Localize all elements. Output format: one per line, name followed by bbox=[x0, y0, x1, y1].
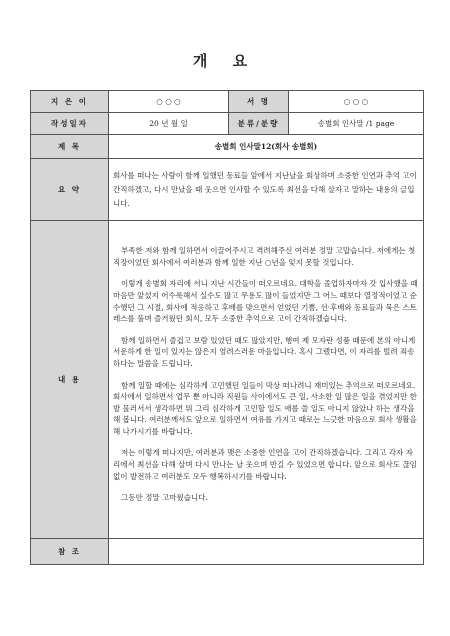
reference-value bbox=[109, 539, 424, 565]
content-label: 내 용 bbox=[31, 221, 109, 539]
subject-row bbox=[31, 135, 424, 159]
author-value: ○ ○ ○ bbox=[109, 91, 229, 113]
summary-label: 요 약 bbox=[31, 159, 109, 221]
content-paragraph: 저는 이렇게 떠나지만, 여러분과 맺은 소중한 인연을 고이 간직하겠습니다. 그리고 각자 자리에서 최선을 다해 살며 다시 만나는 날 웃으며 반길 수 있었으면 합니다. 앞으로 회사도 끊임없이 발전하고 여러분도 모두 행복하시기를 바랍니다. bbox=[113, 448, 417, 481]
author-row bbox=[31, 91, 424, 113]
content-paragraph: 함께 일하면서 즐겁고 보람 있었던 때도 많았지만, 행여 제 모자란 성품 때문에 본의 아니게 서운하게 한 일이 있지는 않은지 염려스러운 마음입니다. 혹시 그랬다면, 이 자리를 빌려 죄송하다는 말씀을 드립니다. bbox=[113, 335, 416, 368]
type-label: 서 명 bbox=[229, 91, 289, 113]
summary-form-table bbox=[30, 90, 424, 565]
date-row bbox=[31, 113, 424, 135]
content-paragraph: 함께 일할 때에는 심각하게 고민했던 일들이 막상 떠나려니 재미있는 추억으로 떠오르네요. 회사에서 일하면서 업무 뿐 아니라 직원들 사이에서도 큰 일, 사소한 일 많은 일을 겪었지만 한 발 물러서서 생각하면 뭐 그리 심각하게 고민할 일도 애를 쓸 일도 아니지 않았나 하는 생각을 해 봅니다. 여러분께서도 앞으로 일하면서 여유를 가지고 때로는 느긋한 마음으로 회사 생활을 해 나가시기를 바랍니다. bbox=[113, 380, 417, 436]
subject-label: 제 목 bbox=[31, 135, 109, 159]
content-body bbox=[109, 221, 424, 539]
content-paragraph: 이렇게 송별회 자리에 서니 지난 시간들이 떠오르네요. 대학을 졸업하자마자 갓 입사했을 때 마음만 앞섰지 어수룩해서 실수도 많고 무용도 많이 들었지만 그 어느 때보다 열정적이었고 순수했던 그 시절, 회사에 적응하고 후배를 맞으면서 얻었던 기쁨, 선·후배와 동료들과 묵은 스트레스를 풀며 즐거웠던 회식, 모두 소중한 추억으로 고이 간직하겠습니다. bbox=[113, 279, 418, 324]
subject-value: 송별회 인사말12(회사 송별회) bbox=[109, 135, 424, 159]
category-label: 분류/분량 bbox=[229, 113, 289, 135]
summary-text: 회사를 떠나는 사람이 함께 일했던 동료들 앞에서 지난날을 회상하며 소중한 인연과 추억 고이 간직하겠고, 다시 만났을 때 웃으면 인사할 수 있도록 최선을 다해 살자고 말하는 내용의 글입니다. bbox=[109, 159, 424, 221]
content-closing: 그동안 정말 고마웠습니다. bbox=[121, 493, 208, 503]
content-paragraph: 부족한 저와 함께 일하면서 이끌어주시고 격려해주신 여러분 정말 고맙습니다. 저에게는 첫 직장이었던 회사에서 여러분과 함께 일한 지난 ○년을 잊지 못할 것입니다. bbox=[113, 246, 416, 267]
date-label: 작성일자 bbox=[31, 113, 109, 135]
page-title: 개 요 bbox=[192, 52, 258, 70]
reference-label: 참 조 bbox=[31, 539, 109, 565]
author-label: 지 은 이 bbox=[31, 91, 109, 113]
type-value: ○ ○ ○ bbox=[289, 91, 424, 113]
category-value: 송별회 인사말 /1 page bbox=[289, 113, 424, 135]
reference-row bbox=[31, 539, 424, 565]
content-row bbox=[31, 221, 424, 539]
summary-row bbox=[31, 159, 424, 221]
date-value: 20 년 월 일 bbox=[109, 113, 229, 135]
